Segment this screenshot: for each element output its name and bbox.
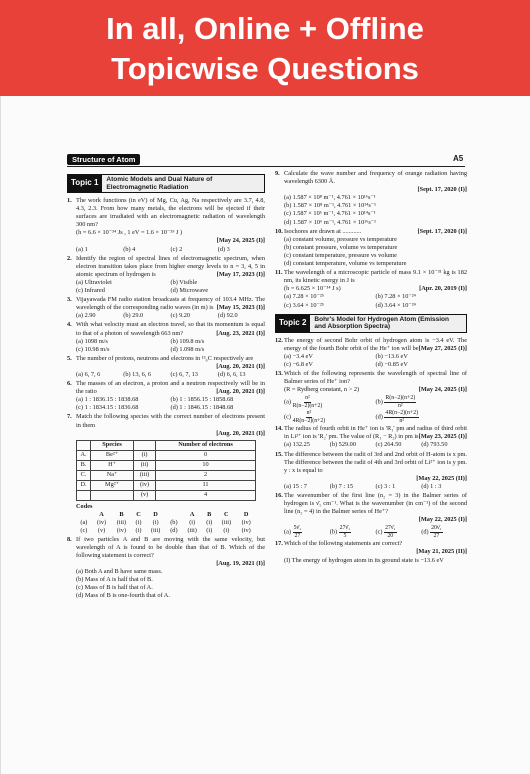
options [275,483,467,491]
topic-1-tag: Topic 1 [67,174,102,193]
topic-2-tag: Topic 2 [275,314,310,333]
option-b[interactable]: (b) Mass of A is half that of B. [76,576,153,584]
question-ref: [Aug. 20, 2021 (I)] [216,388,265,396]
codes-label: Codes [76,502,93,510]
options [275,353,467,361]
option-b[interactable]: (b) 1.587 × 10⁸ m⁻¹, 4.761 × 10¹⁴s⁻¹ [284,202,377,210]
option-c[interactable]: (c) 3.64 × 10⁻²⁵ [284,301,324,309]
option-a[interactable]: (a) 1.587 × 10⁸ m⁻¹, 4.761 × 10¹⁶s⁻¹ [284,194,376,202]
question-ref: [May 15, 2023 (I)] [216,304,265,312]
options [67,371,265,379]
options [275,525,467,539]
question-ref: [May 27, 2025 (I)] [418,344,467,352]
question-given: (h = 6.625 × 10⁻³⁴ J s) [284,285,341,293]
options [275,293,467,301]
question-text: The difference between the radii of 3rd and 2nd orbit of H-atom is x pm. The difference between the radii of 4th and 3rd orbit of Li²⁺ ion is y pm. y : x is equal to [284,450,467,474]
options [275,441,467,449]
table-row: (v) 4 [77,490,256,500]
book-page [0,96,530,774]
options [275,302,467,310]
question-4 [67,321,265,337]
question-2 [67,255,265,279]
option-b[interactable]: (b) 13, 6, 6 [123,370,152,378]
question-ref: [May 24, 2025 (I)] [418,386,467,394]
option-a[interactable]: (a) $\frac{\text{5ν̄₁}}{27}$ [284,525,302,539]
codes-row[interactable]: (c) (v) (iv) (i) (iii) (d) (iii) (i) (i) (iv) [80,526,251,534]
option-d[interactable]: (d) 1.098 m/s [170,345,205,353]
option-b[interactable]: (b) $\frac{\text{27ν̄₁}}{5}$ [329,525,351,539]
option-b[interactable]: (b) constant pressure, volume vs temperature [284,243,398,251]
option-b[interactable]: (b) $\frac{R(n-2)(n+2)}{\text{n²}}$ [375,395,416,409]
option-d[interactable]: (d) constant temperature, volume vs temperature [284,260,407,268]
question-ref: [May 22, 2025 (II)] [416,474,467,482]
question-text: Match the following species with the correct number of electrons present in them [76,413,265,429]
question-6 [67,380,265,396]
question-number: 15. [275,450,283,458]
promo-banner [0,0,530,96]
question-text: Which of the following statements are correct? [284,540,403,548]
question-ref: [May 24, 2025 (I)] [216,237,265,245]
table-row: C. Na⁺ (iii) 2 [77,470,256,480]
option-d[interactable]: (d) 3.64 × 10⁻²⁴ [375,301,416,309]
right-column [275,169,467,565]
topic-1-title: Atomic Models and Dual Nature of Electromagnetic Radiation [102,174,265,193]
option-a[interactable]: (a) −3.4 eV [284,352,313,360]
question-number: 2. [67,254,72,262]
table-row: B. H⁺ (ii) 10 [77,460,256,470]
option-d[interactable]: (d) 6, 6, 13 [217,370,246,378]
option-c[interactable]: (c) 2 [170,245,183,253]
options [67,338,265,346]
table-row: D. Mg²⁺ (iv) 11 [77,480,256,490]
option-d[interactable]: (d) Microwave [170,287,209,295]
option-a[interactable]: (a) 1098 m/s [76,337,108,345]
question-number: 8. [67,535,72,543]
option-d[interactable]: (d) $\frac{4R(n-2)(n+2)}{\text{n²}}$ [375,410,419,424]
question-8 [67,536,265,568]
banner-line-2: Topicwise Questions [111,51,419,86]
option-d[interactable]: (d) 1 : 3 [421,482,442,490]
option-a[interactable]: (a) Ultraviolet [76,278,112,286]
question-given: (h = 6.6 × 10⁻³⁴ Js , 1 eV = 1.6 × 10⁻¹⁹ J ) [76,229,183,237]
question-number: 17. [275,540,283,548]
question-text: The number of protons, neutrons and electrons in ¹³₆C respectively are [76,354,254,362]
question-3 [67,296,265,312]
question-text: If two particles A and B are moving with the same velocity, but wavelength of A is found to be double than that of B. Which of the following statement is correct? [76,535,265,559]
question-number: 6. [67,380,72,388]
option-b[interactable]: (b) 1 : 1856.15 : 1858.68 [170,396,234,404]
banner-line-1: In all, Online + Offline [106,11,424,46]
option-d[interactable]: (d) 1 : 1846.15 : 1848.68 [170,404,234,412]
option-b[interactable]: (b) 29.0 [123,312,144,320]
topic-1-header [67,174,265,193]
option-a[interactable]: (a) 132.25 [284,441,310,449]
option-d[interactable]: (d) 3 [217,245,230,253]
question-number: 5. [67,354,72,362]
question-text: The radius of fourth orbit in He⁺ ion is 'R₁' pm and radius of third orbit in Li²⁺ ion is 'R₂' pm. The value of (R₁ − R₂) in pm is [284,425,467,441]
question-ref: [Aug. 20, 2021 (I)] [216,429,265,437]
question-number: 10. [275,227,283,235]
question-number: 11. [275,269,283,277]
option-c[interactable]: (c) $\frac{\text{n²}}{4R(n-2)(n+2)}$ [284,410,326,424]
codes-row[interactable]: (a) (iv) (iii) (i) (i) (b) (i) (i) (iii) (iv) [80,518,251,526]
option-b[interactable]: (b) 109.8 m/s [170,337,205,345]
codes-table: A B C D A B C D (a) (iv) (iii) (i) (i) (b) (i) (i) (iii) (iv) (c) (v) (iv) (i) (iii) (d) (iii) (i) (i) (iv) [76,511,256,535]
question-number: 3. [67,296,72,304]
section-title: Structure of Atom [67,154,140,165]
option-d[interactable]: (d) Mass of B is one-fourth that of A. [76,592,170,600]
question-14 [275,425,467,441]
option-a[interactable]: (a) 2.90 [76,312,96,320]
question-7 [67,413,265,437]
question-number: 9. [275,170,280,177]
options [67,246,265,254]
question-ref: [May 23, 2025 (I)] [418,433,467,441]
topic-2-header [275,314,467,333]
option-d[interactable]: (d) 1.587 × 10⁶ m⁻¹, 4.761 × 10¹⁶s⁻¹ [284,218,377,226]
question-11 [275,269,467,293]
option-a[interactable]: (a) Both A and B have same mass. [76,568,163,576]
match-header-electrons: Number of electrons [156,440,256,450]
section-divider [67,166,465,167]
question-number: 13. [275,369,283,377]
option-b[interactable]: (b) 529.00 [329,441,356,449]
question-9 [275,170,467,194]
question-number: 4. [67,321,72,329]
option-c[interactable]: (c) −6.8 eV [284,360,313,368]
question-ref: [May 22, 2025 (I)] [418,516,467,524]
option-a[interactable]: (a) 6, 7, 6 [76,370,101,378]
question-text: The work functions (in eV) of Mg, Cu, Ag, Na respectively are 3.7, 4.8, 4.3, 2.3. From how many metals, the electrons will be ejected if their surfaces are irradiated with an electromagnetic radiation of wavelength 300 nm? [76,197,265,229]
question-text: Isochores are drawn at ............ [284,227,362,235]
option-c[interactable]: (c) 1.587 × 10⁶ m⁻¹, 4.761 × 10¹⁴s⁻¹ [284,210,376,218]
question-ref: [Aug. 20, 2021 (I)] [216,362,265,370]
options [67,279,265,287]
option-c[interactable]: (c) 6, 7, 13 [170,370,198,378]
option-a[interactable]: (a) 1 [76,245,88,253]
question-text: The wavelength of a microscopic particle of mass 9.1 × 10⁻³¹ kg is 182 nm, its kinetic energy in J is [284,269,467,285]
option-c[interactable]: (c) 9.20 [170,312,191,320]
question-number: 12. [275,336,283,344]
match-header-species: Species [91,440,134,450]
option-b[interactable]: (b) 7.28 × 10⁻²⁴ [375,293,416,301]
question-ref: [Sept. 17, 2020 (I)] [417,186,467,194]
option-b[interactable]: (b) 4 [123,245,136,253]
question-text: Which of the following represents the wavelength of spectral line of Balmer series of He⁺ ion? [284,369,467,386]
options [67,287,265,295]
match-table [76,440,256,501]
option-c[interactable]: (c) 3 : 1 [375,482,396,490]
options [67,312,265,320]
option-a[interactable]: (a) constant volume, pressure vs temperature [284,235,397,243]
option-c[interactable]: (c) 1 : 1834.15 : 1836.68 [76,404,139,412]
question-number: 16. [275,492,283,499]
option-c[interactable]: (c) 10.98 m/s [76,345,110,353]
question-ref: [May 17, 2023 (I)] [216,270,265,278]
option-d[interactable]: (d) 92.0 [217,312,238,320]
options [67,346,265,354]
question-number: 7. [67,413,72,421]
options [67,404,265,412]
question-ref: [Sept. 17, 2020 (I)] [417,227,467,235]
question-given: (R = Rydberg constant, n > 2) [284,386,360,394]
question-number: 14. [275,425,283,433]
question-12 [275,337,467,353]
question-16 [275,492,467,524]
question-ref: [Aug. 23, 2021 (I)] [216,329,265,337]
option-a[interactable]: (a) 7.28 × 10⁻²⁵ [284,293,324,301]
options [275,395,467,409]
question-text: The wavenumber of the first line (n₂ = 3) in the Balmer series of hydrogen is ν̄₁ cm⁻¹. What is the wavenumber (in cm⁻¹) of the second line (n₂ = 4) in the Balmer series of He⁺? [284,492,467,516]
question-ref: [Aug. 19, 2021 (I)] [216,560,265,568]
question-ref: [May 21, 2025 (II)] [416,548,467,556]
option-a[interactable]: (a) $\frac{\text{n²}}{R(n-2)(n+2)}$ [284,395,323,409]
options [275,410,467,424]
option-c[interactable]: (c) 264.50 [375,441,402,449]
question-text: Calculate the wave number and frequency of orange radiation having wavelength 6300 Å. [284,170,467,186]
left-column [67,172,265,601]
question-text: Vijayawada FM radio station broadcasts at frequency of 103.4 MHz. The wavelength of the corresponding radio waves (in m) is [76,296,265,312]
question-1 [67,197,265,246]
statement-1: (I) The energy of hydrogen atom in its ground state is −13.6 eV [284,556,444,564]
option-c[interactable]: (c) $\frac{\text{27ν̄₁}}{20}$ [375,525,396,539]
question-17 [275,540,467,556]
options [67,396,265,404]
option-b[interactable]: (b) 7 : 15 [329,482,354,490]
page-number: A5 [453,154,464,163]
question-text: The energy of second Bohr orbit of hydrogen atom is −3.4 eV. The energy of the fourth Bohr orbit of the He⁺ ion will be [284,336,467,352]
option-d[interactable]: (d) −0.85 eV [375,360,408,368]
option-d[interactable]: (d) 793.50 [421,441,448,449]
option-c[interactable]: (c) Infrared [76,287,105,295]
question-10 [275,228,467,236]
option-b[interactable]: (b) −13.6 eV [375,352,408,360]
question-ref: [Apr. 20, 2019 (I)] [419,285,467,293]
question-5 [67,355,265,371]
option-b[interactable]: (b) Visible [170,278,198,286]
option-a[interactable]: (a) 1 : 1836.15 : 1838.68 [76,396,139,404]
question-text: The masses of an electron, a proton and a neutron respectively will be in the ratio [76,380,265,396]
topic-2-title: Bohr's Model for Hydrogen Atom (Emission and Absorption Spectra) [310,314,467,333]
options [275,361,467,369]
option-c[interactable]: (c) Mass of B is half that of A. [76,584,153,592]
question-15 [275,451,467,483]
option-d[interactable]: (d) $\frac{\text{20ν̄₁}}{27}$ [421,525,442,539]
question-number: 1. [67,197,72,204]
question-text: Identify the region of spectral lines of electromagnetic spectrum, when electron transition takes place from higher energy levels to n = 3, 4, 5 in atomic spectrum of hydrogen is [76,254,265,278]
table-row: A. Be²⁺ (i) 0 [77,450,256,460]
option-c[interactable]: (c) constant temperature, pressure vs volume [284,251,397,259]
option-a[interactable]: (a) 15 : 7 [284,482,307,490]
question-text: With what velocity must an electron travel, so that its momentum is equal to that of a photon of wavelength 663 nm? [76,321,265,337]
question-13 [275,370,467,394]
